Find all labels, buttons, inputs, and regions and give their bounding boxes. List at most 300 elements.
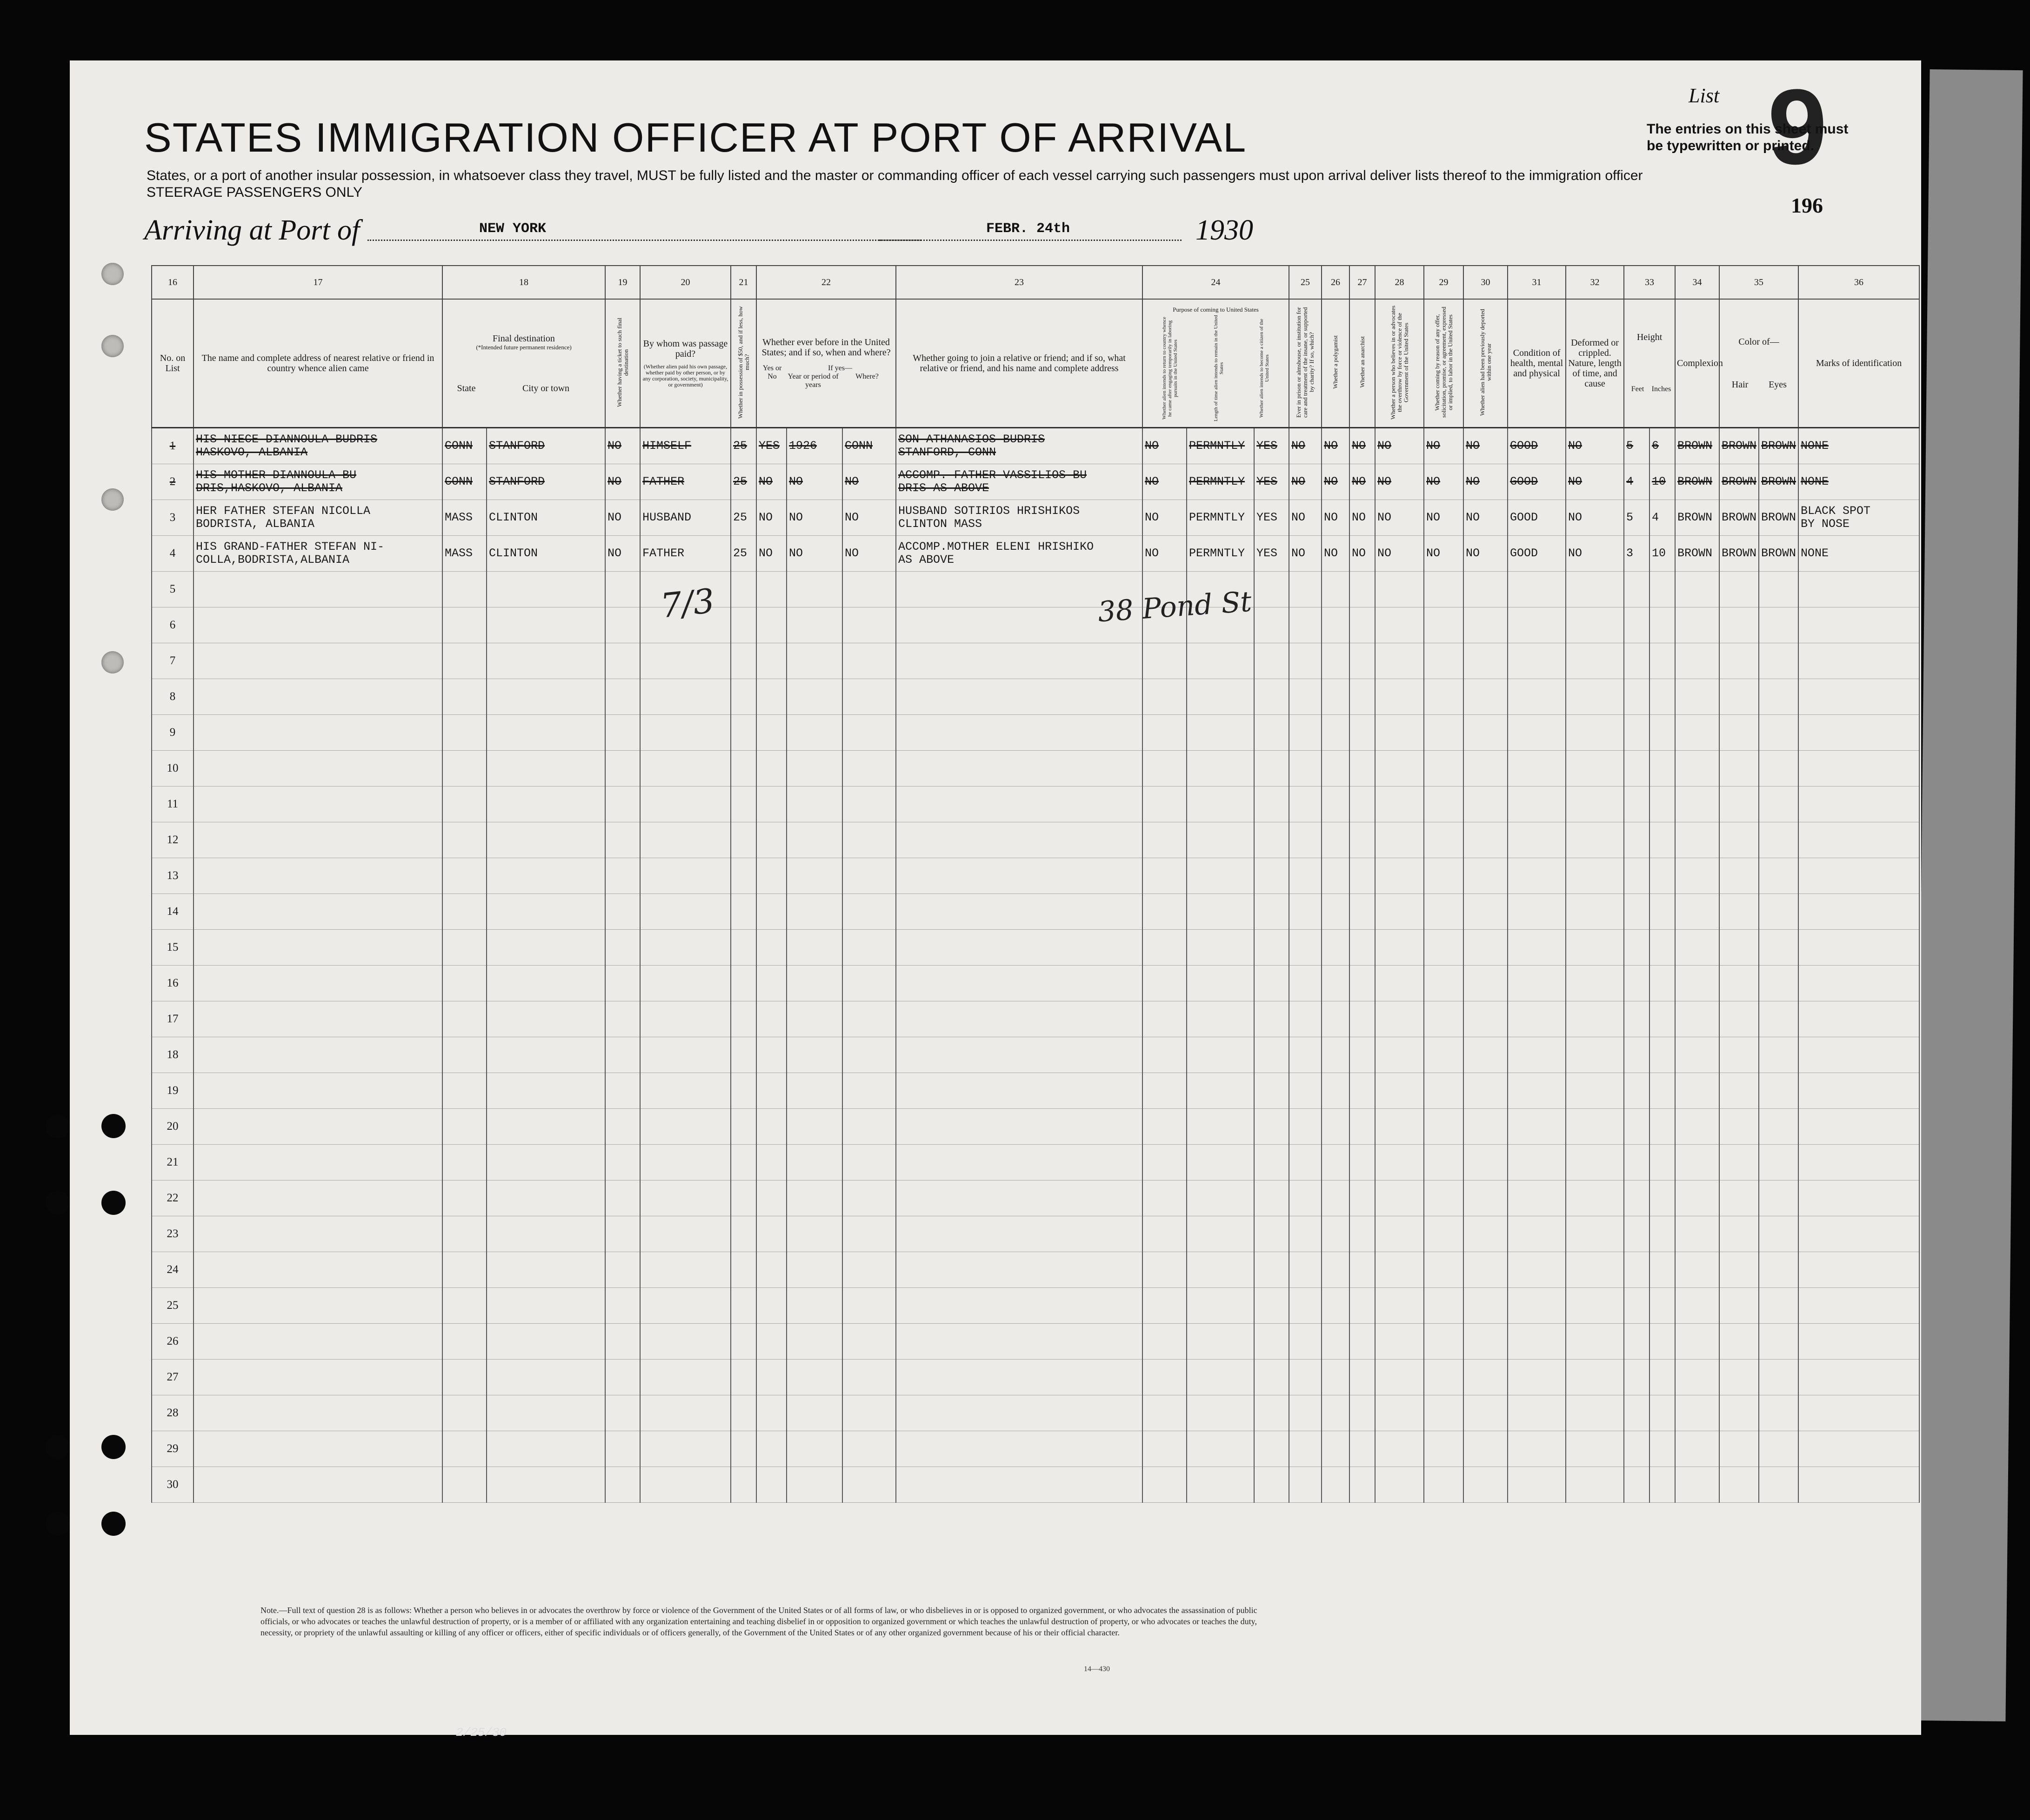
- empty-cell: [487, 1252, 605, 1288]
- empty-cell: [1349, 1180, 1375, 1216]
- cell-prison: NO: [1289, 500, 1322, 536]
- empty-cell: [1424, 751, 1463, 787]
- row-number: 12: [152, 822, 194, 858]
- empty-cell: [1508, 894, 1566, 930]
- empty-cell: [1349, 643, 1375, 679]
- empty-cell: [1142, 1431, 1187, 1467]
- empty-cell: [1719, 1001, 1759, 1037]
- empty-cell: [1424, 1145, 1463, 1180]
- empty-cell: [640, 930, 731, 966]
- header-hair: Hair: [1731, 380, 1749, 390]
- cell-purpose: NO: [1142, 428, 1187, 464]
- empty-cell: [731, 1109, 756, 1145]
- cell-inches: 10: [1649, 536, 1675, 572]
- empty-cell: [1675, 643, 1719, 679]
- empty-cell: [640, 643, 731, 679]
- empty-cell: [1463, 751, 1508, 787]
- empty-cell: [1289, 715, 1322, 751]
- empty-cell: [731, 1180, 756, 1216]
- empty-cell: [787, 1324, 842, 1360]
- cell-polyg: NO: [1322, 536, 1349, 572]
- passage-paid-note: (Whether alien paid his own passage, whether paid by other person, or by any corporation, society, municipality, or government): [642, 363, 728, 388]
- empty-cell: [1675, 572, 1719, 607]
- empty-cell: [842, 1431, 896, 1467]
- row-number: 10: [152, 751, 194, 787]
- empty-cell: [842, 1001, 896, 1037]
- empty-cell: [1463, 1037, 1508, 1073]
- empty-cell: [1798, 966, 1919, 1001]
- empty-cell: [1349, 1431, 1375, 1467]
- empty-cell: [1463, 1252, 1508, 1288]
- empty-cell: [442, 1324, 487, 1360]
- empty-cell: [1566, 858, 1624, 894]
- empty-cell: [1375, 715, 1424, 751]
- empty-cell: [1289, 1145, 1322, 1180]
- empty-cell: [1624, 966, 1649, 1001]
- empty-cell: [1649, 822, 1675, 858]
- empty-cell: [731, 607, 756, 643]
- empty-cell: [605, 643, 640, 679]
- row-number: 27: [152, 1360, 194, 1395]
- empty-cell: [1375, 679, 1424, 715]
- empty-cell: [1798, 894, 1919, 930]
- empty-cell: [1675, 607, 1719, 643]
- empty-cell: [1649, 1288, 1675, 1324]
- empty-cell: [896, 1145, 1142, 1180]
- empty-cell: [487, 1431, 605, 1467]
- empty-cell: [1375, 930, 1424, 966]
- column-number: 26: [1322, 266, 1349, 299]
- empty-cell: [1624, 715, 1649, 751]
- column-number: 28: [1375, 266, 1424, 299]
- empty-cell: [194, 822, 442, 858]
- empty-cell: [1675, 1360, 1719, 1395]
- empty-cell: [1624, 1252, 1649, 1288]
- header-q30: Whether alien had been previously deported within one year: [1463, 299, 1508, 428]
- empty-cell: [731, 715, 756, 751]
- cell-hair: BROWN: [1719, 536, 1759, 572]
- empty-cell: [1649, 787, 1675, 822]
- empty-cell: [1424, 822, 1463, 858]
- cell-joining: [896, 428, 1142, 464]
- empty-cell: [1566, 1216, 1624, 1252]
- empty-row: [152, 1180, 1919, 1216]
- empty-row: [152, 572, 1919, 607]
- cell-health: GOOD: [1508, 464, 1566, 500]
- empty-cell: [1463, 787, 1508, 822]
- empty-cell: [1375, 643, 1424, 679]
- row-number: 24: [152, 1252, 194, 1288]
- empty-cell: [1187, 1073, 1254, 1109]
- joining-line-2: AS ABOVE: [898, 553, 955, 567]
- empty-cell: [1289, 930, 1322, 966]
- header-q29: Whether coming by reason of any offer, solicitation, promise, or agreement, expressed or implied, to labor in the United States: [1424, 299, 1463, 428]
- empty-cell: [1424, 1360, 1463, 1395]
- empty-row: [152, 1109, 1919, 1145]
- empty-cell: [1508, 1216, 1566, 1252]
- empty-cell: [640, 1467, 731, 1503]
- empty-cell: [1463, 607, 1508, 643]
- empty-cell: [487, 679, 605, 715]
- empty-cell: [1566, 1395, 1624, 1431]
- empty-cell: [1463, 858, 1508, 894]
- cell-citizen: YES: [1254, 500, 1289, 536]
- empty-cell: [442, 607, 487, 643]
- empty-cell: [731, 858, 756, 894]
- row-number: 3: [152, 500, 194, 536]
- empty-cell: [1375, 1109, 1424, 1145]
- column-number: 30: [1463, 266, 1508, 299]
- empty-cell: [442, 822, 487, 858]
- cell-inches: 4: [1649, 500, 1675, 536]
- header-prison: Ever in prison or almshouse, or institution for care and treatment of the insane, or supported by charity? If so, which?: [1289, 299, 1322, 428]
- empty-cell: [1759, 858, 1798, 894]
- cell-q30: NO: [1463, 500, 1508, 536]
- empty-cell: [1759, 1360, 1798, 1395]
- empty-cell: [640, 822, 731, 858]
- cell-ticket: NO: [605, 428, 640, 464]
- empty-cell: [1624, 1145, 1649, 1180]
- form-code: 14—430: [1084, 1665, 1110, 1673]
- empty-row: [152, 1145, 1919, 1180]
- cell-health: GOOD: [1508, 500, 1566, 536]
- cell-marks: [1798, 500, 1919, 536]
- empty-cell: [605, 822, 640, 858]
- cell-city: CLINTON: [487, 500, 605, 536]
- empty-cell: [842, 1360, 896, 1395]
- header-anarchist: Whether an anarchist: [1349, 299, 1375, 428]
- empty-cell: [787, 1037, 842, 1073]
- empty-row: [152, 1467, 1919, 1503]
- empty-cell: [605, 607, 640, 643]
- row-number: 11: [152, 787, 194, 822]
- empty-cell: [605, 1145, 640, 1180]
- manifest-sheet: [70, 60, 1921, 1735]
- empty-cell: [442, 751, 487, 787]
- empty-cell: [1424, 1395, 1463, 1431]
- empty-cell: [1375, 1252, 1424, 1288]
- final-destination-label: Final destination: [493, 333, 555, 344]
- binder-hole: [46, 1435, 70, 1459]
- empty-cell: [1463, 572, 1508, 607]
- empty-cell: [1508, 572, 1566, 607]
- empty-cell: [1463, 1324, 1508, 1360]
- empty-cell: [1508, 1180, 1566, 1216]
- empty-cell: [194, 894, 442, 930]
- empty-cell: [1424, 1180, 1463, 1216]
- empty-cell: [1719, 1467, 1759, 1503]
- cell-length: PERMNTLY: [1187, 536, 1254, 572]
- empty-cell: [1649, 643, 1675, 679]
- empty-cell: [731, 1216, 756, 1252]
- empty-cell: [605, 1288, 640, 1324]
- empty-cell: [787, 1467, 842, 1503]
- empty-cell: [1463, 715, 1508, 751]
- empty-cell: [1649, 1431, 1675, 1467]
- empty-cell: [487, 572, 605, 607]
- header-joining: Whether going to join a relative or friend; and if so, what relative or friend, and his name and complete address: [896, 299, 1142, 428]
- empty-cell: [787, 930, 842, 966]
- empty-cell: [640, 751, 731, 787]
- empty-cell: [756, 607, 787, 643]
- empty-cell: [842, 679, 896, 715]
- empty-cell: [787, 679, 842, 715]
- empty-cell: [640, 1360, 731, 1395]
- header-color-of: [1719, 299, 1798, 428]
- empty-cell: [1566, 1145, 1624, 1180]
- empty-cell: [605, 930, 640, 966]
- empty-cell: [1375, 1145, 1424, 1180]
- empty-row: [152, 1395, 1919, 1431]
- empty-cell: [1675, 858, 1719, 894]
- empty-cell: [1289, 1431, 1322, 1467]
- empty-cell: [1349, 1252, 1375, 1288]
- header-year-period: Year or period of years: [788, 373, 839, 389]
- empty-cell: [1719, 643, 1759, 679]
- cell-years: NO: [787, 500, 842, 536]
- cell-money: 25: [731, 464, 756, 500]
- empty-cell: [1424, 1216, 1463, 1252]
- cell-eyes: BROWN: [1759, 428, 1798, 464]
- empty-cell: [731, 1252, 756, 1288]
- joining-line-1: ACCOMP.MOTHER ELENI HRISHIKO: [898, 540, 1094, 553]
- empty-row: [152, 1252, 1919, 1288]
- empty-cell: [487, 1109, 605, 1145]
- empty-cell: [756, 1467, 787, 1503]
- empty-cell: [1508, 1001, 1566, 1037]
- empty-cell: [1142, 894, 1187, 930]
- empty-cell: [896, 1001, 1142, 1037]
- empty-cell: [605, 1180, 640, 1216]
- empty-cell: [1322, 858, 1349, 894]
- cell-money: 25: [731, 500, 756, 536]
- empty-cell: [896, 751, 1142, 787]
- empty-cell: [1566, 715, 1624, 751]
- empty-cell: [1624, 787, 1649, 822]
- empty-cell: [842, 643, 896, 679]
- empty-cell: [1142, 751, 1187, 787]
- empty-cell: [194, 966, 442, 1001]
- empty-cell: [787, 607, 842, 643]
- empty-cell: [1142, 1288, 1187, 1324]
- empty-cell: [1289, 1037, 1322, 1073]
- handwritten-initials: 7/3: [658, 581, 716, 626]
- empty-cell: [1254, 1145, 1289, 1180]
- empty-cell: [1424, 858, 1463, 894]
- cell-deformed: NO: [1566, 428, 1624, 464]
- empty-cell: [1254, 822, 1289, 858]
- empty-cell: [1187, 679, 1254, 715]
- empty-cell: [1719, 1288, 1759, 1324]
- purpose-return: Whether alien intends to return to country whence he came after engaging temporarily in laboring pursuits in the United States: [1162, 317, 1179, 420]
- empty-cell: [1187, 1431, 1254, 1467]
- header-final-destination: [442, 299, 605, 428]
- empty-cell: [1322, 1395, 1349, 1431]
- cell-paid: FATHER: [640, 464, 731, 500]
- binder-hole: [46, 1114, 70, 1138]
- empty-cell: [1508, 1252, 1566, 1288]
- empty-cell: [1254, 1109, 1289, 1145]
- cell-paid: HIMSELF: [640, 428, 731, 464]
- empty-cell: [442, 1395, 487, 1431]
- header-feet: Feet: [1631, 385, 1644, 393]
- cell-feet: 3: [1624, 536, 1649, 572]
- empty-cell: [487, 751, 605, 787]
- empty-cell: [1719, 1360, 1759, 1395]
- empty-cell: [731, 1324, 756, 1360]
- empty-cell: [1649, 1109, 1675, 1145]
- date-value: FEBR. 24th: [986, 221, 1070, 237]
- empty-cell: [1719, 751, 1759, 787]
- empty-cell: [1424, 1252, 1463, 1288]
- empty-cell: [1566, 1431, 1624, 1467]
- empty-cell: [1719, 1145, 1759, 1180]
- empty-cell: [605, 715, 640, 751]
- nearest-relative-line-1: HIS NIECE DIANNOULA BUDRIS: [196, 433, 378, 446]
- empty-cell: [1624, 1001, 1649, 1037]
- cell-money: 25: [731, 536, 756, 572]
- row-number: 18: [152, 1037, 194, 1073]
- empty-cell: [1289, 966, 1322, 1001]
- empty-cell: [640, 1001, 731, 1037]
- empty-cell: [1798, 1109, 1919, 1145]
- empty-cell: [1675, 1288, 1719, 1324]
- empty-cell: [756, 1037, 787, 1073]
- empty-cell: [787, 1252, 842, 1288]
- purpose-length: Length of time alien intends to remain in the United States: [1213, 315, 1224, 422]
- empty-cell: [1566, 1324, 1624, 1360]
- empty-cell: [1349, 607, 1375, 643]
- empty-cell: [1675, 1431, 1719, 1467]
- empty-cell: [756, 966, 787, 1001]
- empty-cell: [1566, 966, 1624, 1001]
- empty-cell: [1719, 894, 1759, 930]
- empty-cell: [487, 643, 605, 679]
- empty-cell: [1566, 787, 1624, 822]
- empty-cell: [1675, 1145, 1719, 1180]
- empty-cell: [1289, 858, 1322, 894]
- empty-cell: [1719, 572, 1759, 607]
- cell-q28: NO: [1375, 500, 1424, 536]
- cell-length: PERMNTLY: [1187, 500, 1254, 536]
- cell-complexion: BROWN: [1675, 464, 1719, 500]
- empty-cell: [1508, 930, 1566, 966]
- nearest-relative-line-2: HASKOVO, ALBANIA: [196, 446, 308, 459]
- empty-cell: [787, 966, 842, 1001]
- empty-cell: [1254, 966, 1289, 1001]
- cell-eyes: BROWN: [1759, 536, 1798, 572]
- empty-cell: [1508, 1431, 1566, 1467]
- empty-cell: [1187, 1037, 1254, 1073]
- empty-cell: [1375, 858, 1424, 894]
- empty-cell: [640, 1252, 731, 1288]
- column-number: 34: [1675, 266, 1719, 299]
- final-destination-note: (*Intended future permanent residence): [476, 343, 572, 351]
- empty-cell: [1254, 894, 1289, 930]
- empty-cell: [1322, 1037, 1349, 1073]
- empty-cell: [605, 1431, 640, 1467]
- empty-cell: [1675, 822, 1719, 858]
- empty-cell: [487, 894, 605, 930]
- empty-cell: [896, 787, 1142, 822]
- row-number: 19: [152, 1073, 194, 1109]
- empty-cell: [1322, 607, 1349, 643]
- empty-cell: [1719, 1037, 1759, 1073]
- empty-cell: [1566, 1467, 1624, 1503]
- empty-row: [152, 1037, 1919, 1073]
- empty-cell: [1798, 679, 1919, 715]
- empty-cell: [731, 822, 756, 858]
- empty-cell: [1254, 930, 1289, 966]
- empty-cell: [731, 966, 756, 1001]
- empty-cell: [756, 572, 787, 607]
- year-value: 1930: [1195, 214, 1253, 246]
- cell-prison: NO: [1289, 464, 1322, 500]
- empty-cell: [1798, 1360, 1919, 1395]
- empty-cell: [731, 787, 756, 822]
- empty-cell: [1349, 858, 1375, 894]
- empty-cell: [1375, 1216, 1424, 1252]
- empty-cell: [756, 643, 787, 679]
- empty-cell: [787, 787, 842, 822]
- empty-cell: [1349, 1324, 1375, 1360]
- empty-cell: [1424, 966, 1463, 1001]
- empty-cell: [756, 1431, 787, 1467]
- row-number: 15: [152, 930, 194, 966]
- empty-cell: [1375, 822, 1424, 858]
- empty-cell: [605, 1216, 640, 1252]
- cell-city: STANFORD: [487, 464, 605, 500]
- empty-cell: [1566, 822, 1624, 858]
- empty-cell: [1675, 1037, 1719, 1073]
- row-number: 16: [152, 966, 194, 1001]
- empty-cell: [1424, 1109, 1463, 1145]
- joining-line-2: CLINTON MASS: [898, 517, 982, 531]
- empty-cell: [1289, 1324, 1322, 1360]
- empty-cell: [1375, 607, 1424, 643]
- empty-cell: [487, 787, 605, 822]
- cell-state: CONN: [442, 464, 487, 500]
- empty-cell: [1719, 607, 1759, 643]
- empty-cell: [1254, 1288, 1289, 1324]
- cell-marks: [1798, 536, 1919, 572]
- empty-cell: [1649, 894, 1675, 930]
- row-number: 14: [152, 894, 194, 930]
- empty-cell: [605, 1467, 640, 1503]
- cell-years: 1926: [787, 428, 842, 464]
- empty-cell: [1759, 1252, 1798, 1288]
- row-number: 4: [152, 536, 194, 572]
- cell-length: PERMNTLY: [1187, 428, 1254, 464]
- empty-cell: [1463, 1109, 1508, 1145]
- empty-cell: [896, 643, 1142, 679]
- cell-joining: [896, 464, 1142, 500]
- subtitle-line-1: States, or a port of another insular possession, in whatsoever class they travel, MUST be fully listed and the master or commanding officer of each vessel carrying such passengers must upon arrival deliver lists thereof to the immigration officer: [147, 168, 1643, 183]
- nearest-relative-line-2: COLLA,BODRISTA,ALBANIA: [196, 553, 350, 567]
- empty-cell: [1649, 1073, 1675, 1109]
- empty-cell: [1798, 1180, 1919, 1216]
- empty-cell: [1254, 1073, 1289, 1109]
- cell-where: CONN: [842, 428, 896, 464]
- empty-cell: [1566, 1252, 1624, 1288]
- empty-cell: [1566, 1001, 1624, 1037]
- row-number: 1: [152, 428, 194, 464]
- cell-nearest-relative: [194, 500, 442, 536]
- empty-cell: [1624, 751, 1649, 787]
- empty-row: [152, 1288, 1919, 1324]
- ever-before-label: Whether ever before in the United States; and if so, when and where?: [761, 337, 891, 358]
- empty-row: [152, 787, 1919, 822]
